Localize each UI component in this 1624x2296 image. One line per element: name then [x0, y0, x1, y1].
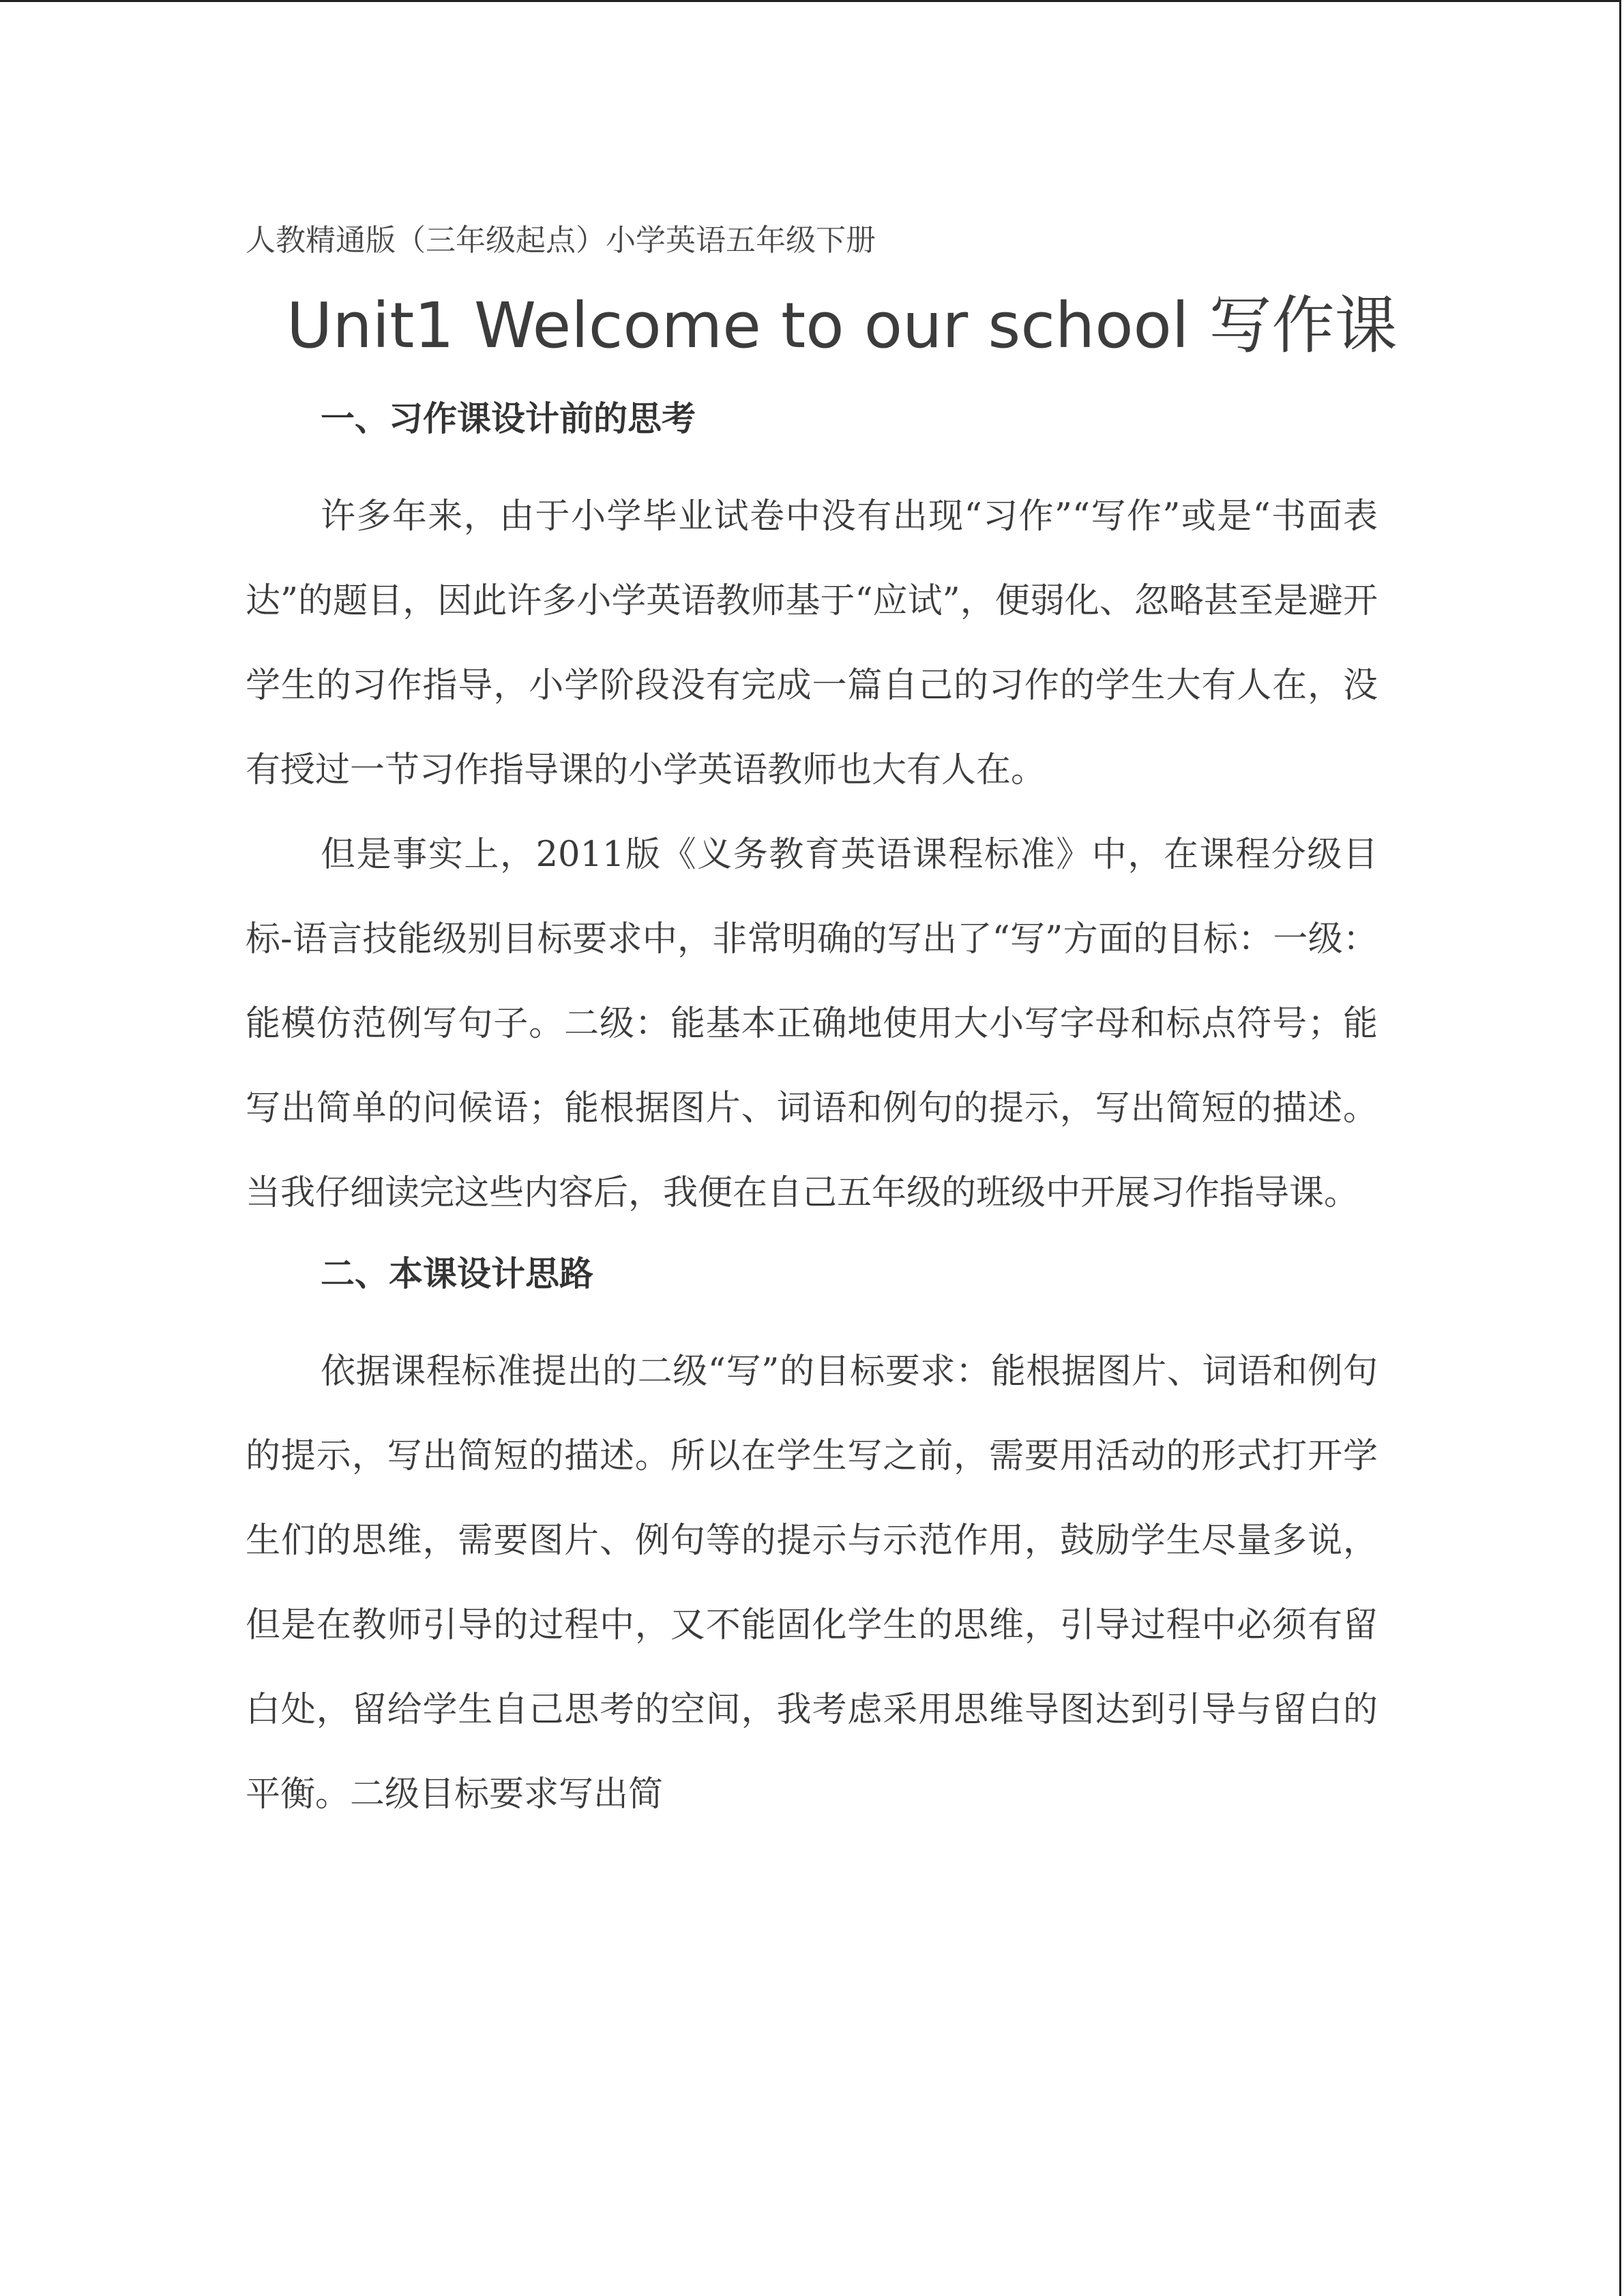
section-heading-2: 二、本课设计思路	[321, 1254, 593, 1294]
paragraph-1: 许多年来，由于小学毕业试卷中没有出现“习作”“写作”或是“书面表达”的题目，因此许多小学英语教师基于“应试”，便弱化、忽略甚至是避开学生的习作指导，小学阶段没有完成一篇自己的习作的学生大有人在，没有授过一节习作指导课的小学英语教师也大有人在。	[246, 496, 1378, 790]
document-body	[246, 217, 1398, 1837]
section-heading-1: 一、习作课设计前的思考	[321, 399, 696, 438]
document-subtitle: 人教精通版（三年级起点）小学英语五年级下册	[246, 223, 876, 258]
paragraph-2: 但是事实上，2011版《义务教育英语课程标准》中，在课程分级目标-语言技能级别目标要求中，非常明确的写出了“写”方面的目标：一级：能模仿范例写句子。二级：能基本正确地使用大小写字母和标点符号；能写出简单的问候语；能根据图片、词语和例句的提示，写出简短的描述。当我仔细读完这些内容后，我便在自己五年级的班级中开展习作指导课。	[246, 835, 1378, 1213]
document-title: Unit1 Welcome to our school 写作课	[286, 289, 1398, 362]
paragraph-3: 依据课程标准提出的二级“写”的目标要求：能根据图片、词语和例句的提示，写出简短的描述。所以在学生写之前，需要用活动的形式打开学生们的思维，需要图片、例句等的提示与示范作用，鼓励学生尽量多说，但是在教师引导的过程中，又不能固化学生的思维，引导过程中必须有留白处，留给学生自己思考的空间，我考虑采用思维导图达到引导与留白的平衡。二级目标要求写出简	[246, 1352, 1378, 1815]
